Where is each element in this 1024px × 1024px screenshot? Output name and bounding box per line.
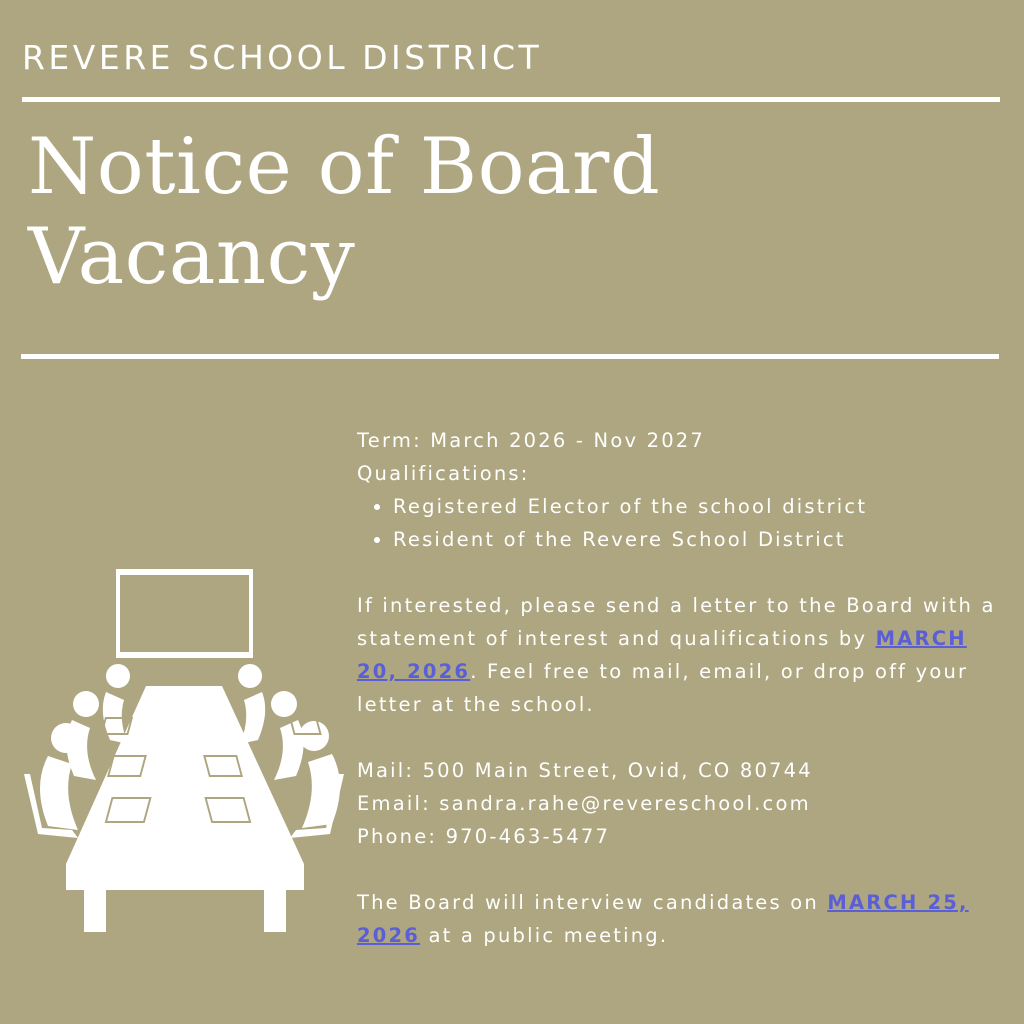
instructions-paragraph [357, 589, 997, 721]
list-item: • Registered Elector of the school district [393, 490, 997, 523]
interview-text-2: at a public meeting. [420, 924, 669, 947]
deadline-date: MARCH 20, 2026 [357, 627, 967, 683]
qualifications-list [357, 490, 997, 556]
interview-date: MARCH 25, 2026 [357, 891, 969, 947]
bottom-divider [21, 354, 999, 359]
organization-name: REVERE SCHOOL DISTRICT [22, 38, 543, 77]
term-text: Term: March 2026 - Nov 2027 [357, 429, 706, 452]
top-divider [22, 97, 1000, 102]
title-line-2: Vacancy [28, 212, 356, 302]
instructions-text-2: . Feel free to mail, email, or drop off your letter at the school. [357, 660, 969, 716]
boardroom-meeting-icon [14, 568, 344, 942]
phone-number: Phone: 970-463-5477 [357, 825, 611, 848]
email-address: Email: sandra.rahe@revereschool.com [357, 792, 811, 815]
interview-text-1: The Board will interview candidates on [357, 891, 828, 914]
list-item: • Resident of the Revere School District [393, 523, 997, 556]
interview-paragraph [357, 886, 997, 952]
page-title [28, 122, 660, 302]
notice-body [357, 424, 997, 952]
instructions-text-1: If interested, please send a letter to the Board with a statement of interest and qualifications by [357, 594, 996, 650]
mail-address: Mail: 500 Main Street, Ovid, CO 80744 [357, 759, 813, 782]
qualifications-label: Qualifications: [357, 462, 530, 485]
title-line-1: Notice of Board [28, 122, 661, 212]
